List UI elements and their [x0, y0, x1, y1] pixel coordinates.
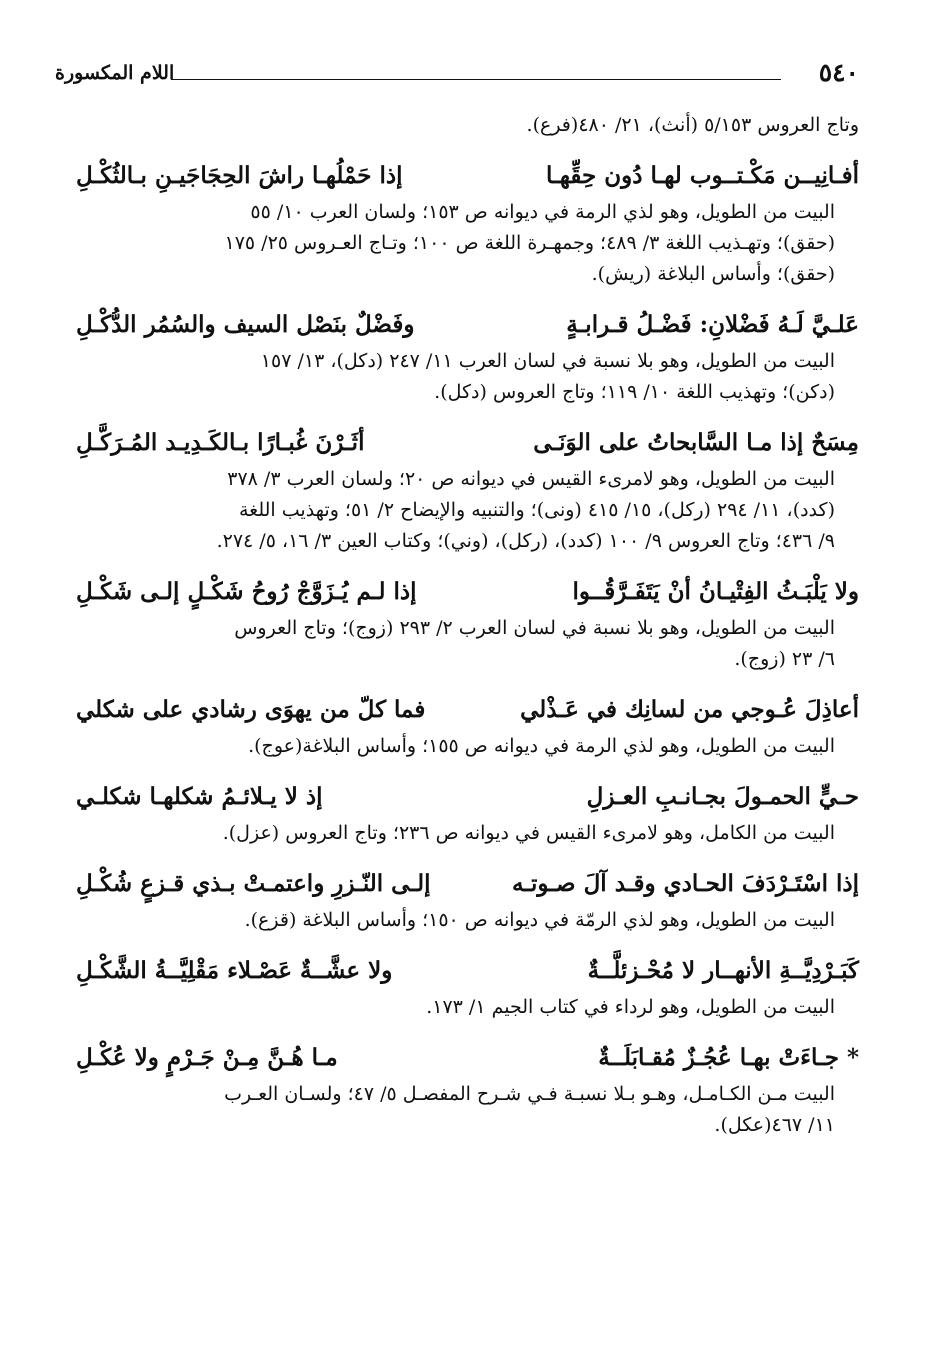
verse-line — [76, 159, 859, 193]
poem-entry — [76, 575, 859, 675]
source-line: البيت من الطويل، وهو لذي الرمة في ديوانه ص ١٥٥؛ وأساس البلاغة(عوج). — [248, 735, 835, 757]
verse-first-hemistich: أعاذِلَ عُـوجي من لسانِك في عَـذْلي — [520, 696, 859, 723]
source-note — [76, 1079, 859, 1141]
verse-second-hemistich: إذا حَمْلُهـا راشَ الحِجَاجَيـنِ بـالثُكْـلِ — [76, 162, 403, 189]
verse-first-hemistich: ولا يَلْبَـثُ الفِتْيـانُ أنْ يَتَفَـرَّقُــوا — [572, 578, 859, 605]
source-note — [76, 818, 859, 849]
source-note — [76, 197, 859, 290]
header-rule — [171, 79, 781, 80]
page-header — [55, 58, 859, 92]
source-line: البيت من الطويل، وهو بلا نسبة في لسان العرب ٢/ ٢٩٣ (زوج)؛ وتاج العروس — [234, 617, 835, 639]
source-line: (حقق)؛ وتهـذيب اللغة ٣/ ٤٨٩؛ وجمهـرة اللغة ص ١٠٠؛ وتـاج العـروس ٢٥/ ١٧٥ — [224, 232, 835, 254]
verse-second-hemistich: مـا هُـنَّ مِـنْ جَـرْمٍ ولا عُكْـلِ — [76, 1044, 338, 1071]
source-line: البيت من الطويل، وهو لذي الرمّة في ديوانه ص ١٥٠؛ وأساس البلاغة (قزع). — [244, 909, 835, 931]
verse-first-hemistich: إذا اسْتَـرْدَفَ الحـادي وقـد آلَ صـوتـه — [511, 870, 859, 897]
source-note — [76, 346, 859, 408]
verse-second-hemistich: إذا لـم يُـزَوَّجْ رُوحُ شَكْـلٍ إلـى شَكْـلِ — [76, 578, 417, 605]
verse-first-hemistich: * جـاءَتْ بهـا عُجُـزٌ مُقـابَلَــةٌ — [598, 1044, 859, 1071]
verse-line — [76, 867, 859, 901]
verse-line — [76, 308, 859, 342]
source-line: (دكن)؛ وتهذيب اللغة ١٠/ ١١٩؛ وتاج العروس (دكل). — [434, 381, 835, 403]
source-note — [76, 613, 859, 675]
verse-first-hemistich: عَلـيَّ لَـهُ فَضْلانِ: فَضْـلُ قـرابـةٍ — [566, 311, 859, 338]
source-line: البيت من الطويل، وهو لذي الرمة في ديوانه ص ١٥٣؛ ولسان العرب ١٠/ ٥٥ — [250, 201, 835, 223]
verse-line — [76, 426, 859, 460]
poem-entry — [76, 308, 859, 408]
continuation-line: وتاج العروس ٥/١٥٣ (أنث)، ٢١/ ٤٨٠(فرع). — [526, 114, 859, 136]
poem-entry — [76, 954, 859, 1023]
source-note — [76, 464, 859, 557]
verse-first-hemistich: حـيٍّ الحمـولَ بجـانـبِ العـزلِ — [586, 783, 859, 810]
verse-second-hemistich: أثَـرْنَ غُبـارًا بـالكَـدِيـد المُـرَكَّـلِ — [76, 429, 365, 456]
verse-line — [76, 780, 859, 814]
verse-second-hemistich: إلـى النّـزرِ واعتمـتْ بـذي قـزعٍ شُكْـلِ — [76, 870, 431, 897]
source-line: (كدد)، ١١/ ٢٩٤ (ركل)، ١٥/ ٤١٥ (ونى)؛ والتنبيه والإيضاح ٢/ ٥١؛ وتهذيب اللغة — [239, 499, 835, 521]
source-note — [76, 905, 859, 936]
source-line: البيت من الطويل، وهو بلا نسبة في لسان العرب ١١/ ٢٤٧ (دكل)، ١٣/ ١٥٧ — [260, 350, 835, 372]
poem-entry — [76, 693, 859, 762]
verse-line — [76, 693, 859, 727]
page-content — [76, 110, 859, 1141]
poem-entry — [76, 1041, 859, 1141]
verse-line — [76, 954, 859, 988]
source-line: البيت من الطويل، وهو لامرىء القيس في ديوانه ص ٢٠؛ ولسان العرب ٣/ ٣٧٨ — [227, 468, 835, 490]
source-line: ١١/ ٤٦٧(عكل). — [714, 1114, 835, 1136]
poem-entry — [76, 159, 859, 290]
verse-second-hemistich: وفَضْلٌ بنَصْل السيف والسُمُر الدُّكْـلِ — [76, 311, 415, 338]
source-line: البيت من الكامل، وهو لامرىء القيس في ديوانه ص ٢٣٦؛ وتاج العروس (عزل). — [222, 822, 835, 844]
source-note — [76, 731, 859, 762]
source-line: البيت من الطويل، وهو لرداء في كتاب الجيم ١/ ١٧٣. — [426, 996, 835, 1018]
verse-second-hemistich: ولا عشَّــةٌ عَصْـلاء مَقْلِيَّــةُ الشَّكْـلِ — [76, 957, 393, 984]
verse-line — [76, 575, 859, 609]
source-note — [76, 992, 859, 1023]
verse-first-hemistich: كَبَـرْدِيَّــةِ الأنهــار لا مُحْـزئلَّــةٌ — [587, 957, 859, 984]
verse-first-hemistich: مِسَحٌ إذا مـا السَّابحاتُ على الوَنَـى — [533, 429, 859, 456]
poem-entry — [76, 780, 859, 849]
verse-second-hemistich: فما كلّ من يهوَى رشادي على شكلي — [76, 696, 426, 723]
poem-entry — [76, 426, 859, 557]
poem-entry — [76, 867, 859, 936]
running-title: اللام المكسورة — [55, 62, 175, 84]
source-line: ٩/ ٤٣٦؛ وتاج العروس ٩/ ١٠٠ (كدد)، (ركل)، (وني)؛ وكتاب العين ٣/ ١٦، ٥/ ٢٧٤. — [216, 530, 835, 552]
verse-line — [76, 1041, 859, 1075]
source-line: (حقق)؛ وأساس البلاغة (ريش). — [591, 263, 835, 285]
source-line: ٦/ ٢٣ (زوج). — [734, 648, 835, 670]
page-number: ٥٤٠ — [818, 58, 859, 87]
verse-second-hemistich: إذ لا يـلائـمُ شكلهـا شكلـي — [76, 783, 323, 810]
source-line: البيت مـن الكـامـل، وهـو بـلا نسبـة فـي شـرح المفصـل ٥/ ٤٧؛ ولسـان العـرب — [224, 1083, 835, 1105]
verse-first-hemistich: أفـانِيــن مَكْـتــوب لهـا دُون حِقِّهـا — [546, 162, 859, 189]
